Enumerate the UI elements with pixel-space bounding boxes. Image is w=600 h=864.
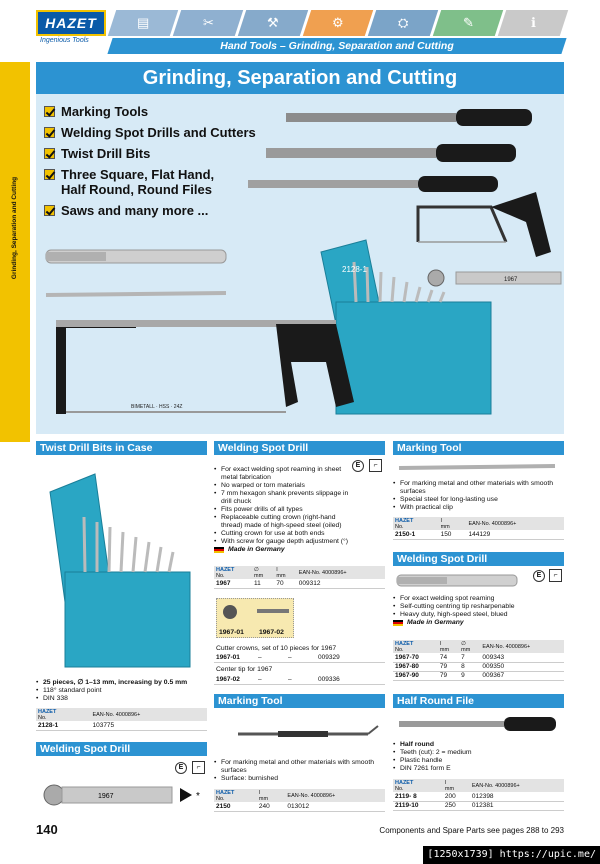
spec-item: • Half round bbox=[393, 741, 564, 749]
hero-bullet: Saws and many more ... bbox=[44, 203, 256, 218]
spec-item: • Self-cutting centring tip resharpenable bbox=[393, 603, 564, 611]
welding-spot-main-header: Welding Spot Drill bbox=[214, 441, 385, 455]
hero-bullet: Twist Drill Bits bbox=[44, 146, 256, 161]
table-row: 1967-01 – – 009329 bbox=[214, 653, 385, 662]
large-hacksaw-icon bbox=[56, 320, 354, 414]
spec-item: • For marking metal and other materials with smooth surfaces bbox=[214, 759, 385, 775]
svg-text:*: * bbox=[196, 791, 200, 802]
table-row: 2128-1 103775 bbox=[36, 721, 207, 730]
welding-spot-main-specs bbox=[214, 466, 354, 554]
table-row: 1967-02 – – 009336 bbox=[214, 675, 385, 684]
spec-item: • DIN 7261 form E bbox=[393, 765, 564, 773]
tools-icon[interactable]: ⚒ bbox=[238, 10, 308, 36]
page-number: 140 bbox=[36, 822, 58, 837]
spec-item: • Replaceable cutting crown (right-hand thread) made of high-speed steel (oiled) bbox=[214, 514, 354, 530]
half-round-file-header: Half Round File bbox=[393, 694, 564, 708]
quality-icon: ⌐ bbox=[192, 761, 205, 774]
marking-tool-mid-table: HAZET No. l mm EAN-No. 4000896+ 2150 240 013012 bbox=[214, 789, 385, 812]
watermark: [1250x1739] https://upic.me/ bbox=[423, 846, 600, 864]
welding-spot-main-table: HAZET No. ∅ mm l mm EAN-No. 4000896+ 1967 11 70 009312 bbox=[214, 566, 385, 589]
half-round-file-image bbox=[395, 712, 561, 736]
file-2-icon bbox=[266, 144, 516, 162]
welding-spot-small-header: Welding Spot Drill bbox=[36, 742, 207, 756]
spec-item: • With practical clip bbox=[393, 504, 564, 512]
welding-spot-small-image bbox=[40, 778, 210, 812]
quality-icon: ⌐ bbox=[549, 569, 562, 582]
book-icon[interactable]: ▤ bbox=[108, 10, 178, 36]
col-ean: EAN-No. 4000896+ bbox=[90, 708, 207, 721]
welding-drill-icon bbox=[428, 270, 561, 286]
info-icon[interactable]: ℹ bbox=[498, 10, 568, 36]
footer-note: Components and Spare Parts see pages 288 to 293 bbox=[379, 826, 564, 835]
half-round-file-specs bbox=[393, 741, 564, 773]
hero-bullet: Welding Spot Drills and Cutters bbox=[44, 125, 256, 140]
hero-illustration bbox=[36, 62, 564, 434]
file-3-icon bbox=[248, 176, 498, 192]
quality-icon: ⌐ bbox=[369, 459, 382, 472]
svg-text:1967: 1967 bbox=[504, 277, 518, 283]
screwdriver-icon[interactable]: ✎ bbox=[433, 10, 503, 36]
welding-spot-right-image bbox=[395, 572, 525, 590]
welding-spot-right-specs bbox=[393, 595, 564, 627]
crown-note: Cutter crowns, set of 10 pieces for 1967 bbox=[216, 645, 337, 652]
marking-tool-right-specs bbox=[393, 480, 564, 512]
spec-item: • Plastic handle bbox=[393, 757, 564, 765]
brand-name: HAZET bbox=[45, 15, 97, 31]
spec-item: • For exact welding spot reaming in sheet metal fabrication bbox=[214, 466, 354, 482]
col-no: HAZET No. bbox=[36, 708, 90, 721]
spec-item: • Fits power drills of all types bbox=[214, 506, 354, 514]
table-row: 2119- 8 200 012398 bbox=[393, 792, 564, 801]
spec-item: • 118° standard point bbox=[36, 687, 207, 695]
small-hacksaw-icon bbox=[418, 192, 551, 257]
pliers-icon[interactable]: ✂ bbox=[173, 10, 243, 36]
category-title: Hand Tools – Grinding, Separation and Cutting bbox=[220, 40, 454, 52]
marking-tool-right-table: HAZET No. l mm EAN-No. 4000896+ 2150-1 150 144129 bbox=[393, 517, 564, 540]
welding-spot-right-header: Welding Spot Drill bbox=[393, 552, 564, 566]
spot-drill-icon bbox=[46, 250, 226, 263]
made-in-germany: Made in Germany bbox=[393, 619, 564, 627]
twist-drill-specs bbox=[36, 679, 207, 703]
tagline: Ingenious Tools bbox=[40, 37, 89, 44]
hazet-logo bbox=[36, 10, 106, 36]
marking-tool-right-header: Marking Tool bbox=[393, 441, 564, 455]
half-round-file-table: HAZET No. l mm EAN-No. 4000896+ 2119- 8 200 012398 2119-10 250 012381 bbox=[393, 779, 564, 811]
table-row: 2150-1 150 144129 bbox=[393, 530, 564, 539]
marking-tool-mid-image bbox=[218, 722, 384, 746]
svg-text:BIMETALL · HSS · 24Z: BIMETALL · HSS · 24Z bbox=[131, 404, 183, 410]
socket-icon[interactable]: ⛭ bbox=[368, 10, 438, 36]
marking-tool-mid-header: Marking Tool bbox=[214, 694, 385, 708]
spec-item: • Teeth (cut): 2 = medium bbox=[393, 749, 564, 757]
made-in-germany: Made in Germany bbox=[214, 546, 354, 554]
crown-table bbox=[214, 653, 385, 663]
spec-item: • 25 pieces, ∅ 1–13 mm, increasing by 0.5 mm bbox=[36, 679, 207, 687]
table-row: 1967 11 70 009312 bbox=[214, 579, 385, 588]
marking-tool-mid-specs bbox=[214, 759, 385, 783]
crown-parts-image: 1967-01 1967-02 bbox=[216, 598, 294, 638]
table-row: 1967-70 74 7 009343 bbox=[393, 653, 564, 662]
side-tab-label: Grinding, Separation and Cutting bbox=[11, 176, 18, 280]
twist-drill-table bbox=[36, 708, 207, 731]
spec-item: • With screw for gauge depth adjustment (°) bbox=[214, 538, 354, 546]
e-icon: E bbox=[533, 570, 545, 582]
spec-item: • Special steel for long-lasting use bbox=[393, 496, 564, 504]
table-row: 1967-90 79 9 009367 bbox=[393, 671, 564, 680]
spec-item: • Cutting crown for use at both ends bbox=[214, 530, 354, 538]
category-strip bbox=[112, 10, 564, 36]
spec-item: • For exact welding spot reaming bbox=[393, 595, 564, 603]
hero-bullet: Three Square, Flat Hand, Half Round, Round Files bbox=[44, 167, 234, 197]
wrench-icon[interactable]: ⚙ bbox=[303, 10, 373, 36]
spec-item: • Surface: burnished bbox=[214, 775, 385, 783]
file-1-icon bbox=[286, 109, 532, 126]
svg-text:1967: 1967 bbox=[98, 793, 114, 800]
spec-item: • For marking metal and other materials with smooth surfaces bbox=[393, 480, 564, 496]
spec-item: • No warped or torn materials bbox=[214, 482, 354, 490]
table-row: 1967-80 79 8 009350 bbox=[393, 662, 564, 671]
hero-bullet: Marking Tools bbox=[44, 104, 256, 119]
e-icon: E bbox=[175, 762, 187, 774]
table-row: 2150 240 013012 bbox=[214, 802, 385, 811]
scriber-icon bbox=[46, 293, 226, 295]
spec-item: • DIN 338 bbox=[36, 695, 207, 703]
hero-title: Grinding, Separation and Cutting bbox=[36, 62, 564, 94]
e-icon: E bbox=[352, 460, 364, 472]
twist-drill-case-image bbox=[40, 462, 200, 672]
twist-drill-header: Twist Drill Bits in Case bbox=[36, 441, 207, 455]
tip-note: Center tip for 1967 bbox=[216, 666, 273, 673]
tip-table bbox=[214, 675, 385, 685]
spec-item: • Heavy duty, high-speed steel, blued bbox=[393, 611, 564, 619]
hero-panel bbox=[36, 62, 564, 434]
svg-text:2128-1: 2128-1 bbox=[342, 265, 367, 274]
marking-tool-right-image bbox=[395, 458, 561, 478]
welding-spot-right-table: HAZET No. l mm ∅ mm EAN-No. 4000896+ 1967-70 74 7 009343 1967-80 79 8 009350 1967-90 79 9 009367 bbox=[393, 640, 564, 681]
spec-item: • 7 mm hexagon shank prevents slippage in drill chuck bbox=[214, 490, 354, 506]
table-row: 2119-10 250 012381 bbox=[393, 801, 564, 810]
